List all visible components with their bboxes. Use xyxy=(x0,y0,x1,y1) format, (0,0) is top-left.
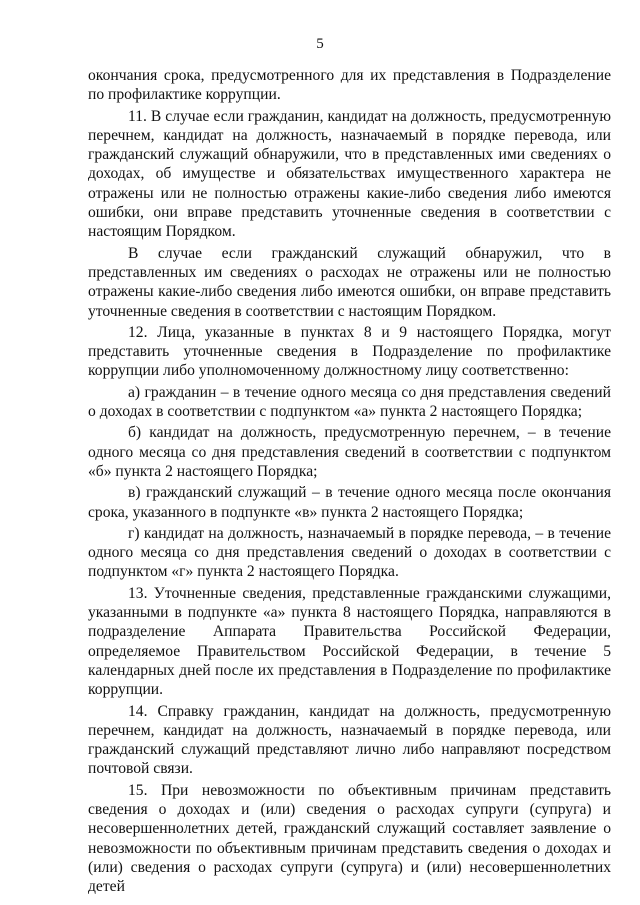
paragraph-item-14: 14. Справку гражданин, кандидат на должность, предусмотренную перечнем, кандидат на должность, назначаемый в порядке перевода, или гражданский служащий представляют лично либо направляют посредством почтовой связи. xyxy=(88,702,611,778)
paragraph-item-13: 13. Уточненные сведения, представленные гражданскими служащими, указанными в подпункте «а» пункта 8 настоящего Порядка, направляются в подразделение Аппарата Правительства Российской Федерации, определяемое Правительством Российской Федерации, в течение 5 календарных дней после их представления в Подразделение по профилактике коррупции. xyxy=(88,584,611,699)
paragraph-expenses-correction: В случае если гражданский служащий обнаружил, что в представленных им сведениях о расходах не отражены или не полностью отражены какие-либо сведения либо имеются ошибки, он вправе представить уточненные сведения в соответствии с настоящим Порядком. xyxy=(88,244,611,320)
subitem-g: г) кандидат на должность, назначаемый в порядке перевода, – в течение одного месяца со дня представления сведений о доходах в соответствии с подпунктом «г» пункта 2 настоящего Порядка. xyxy=(88,524,611,581)
paragraph-item-15: 15. При невозможности по объективным причинам представить сведения о доходах и (или) сведения о расходах супруги (супруга) и несовершеннолетних детей, гражданский служащий составляет заявление о невозможности по объективным причинам представить сведения о доходах и (или) сведения о расходах супруги (супруга) и (или) несовершеннолетних детей xyxy=(88,781,611,896)
page-number: 5 xyxy=(316,36,324,52)
document-body xyxy=(88,66,611,896)
subitem-v: в) гражданский служащий – в течение одного месяца после окончания срока, указанного в подпункте «в» пункта 2 настоящего Порядка; xyxy=(88,484,611,521)
paragraph-item-12: 12. Лица, указанные в пунктах 8 и 9 настоящего Порядка, могут представить уточненные сведения в Подразделение по профилактике коррупции либо уполномоченному должностному лицу соответственно: xyxy=(88,323,611,380)
subitem-a: а) гражданин – в течение одного месяца со дня представления сведений о доходах в соответствии с подпунктом «а» пункта 2 настоящего Порядка; xyxy=(88,383,611,421)
paragraph-item-11: 11. В случае если гражданин, кандидат на должность, предусмотренную перечнем, кандидат на должность, назначаемый в порядке перевода, или гражданский служащий обнаружили, что в представленных ими сведениях о доходах, об имуществе и обязательствах имущественного характера не отражены или не полностью отражены какие-либо сведения либо имеются ошибки, они вправе представить уточненные сведения в соответствии с настоящим Порядком. xyxy=(88,107,611,241)
subitem-b: б) кандидат на должность, предусмотренную перечнем, – в течение одного месяца со дня представления сведений в соответствии с подпунктом «б» пункта 2 настоящего Порядка; xyxy=(88,424,611,480)
paragraph-continuation: окончания срока, предусмотренного для их представления в Подразделение по профилактике коррупции. xyxy=(88,67,611,104)
